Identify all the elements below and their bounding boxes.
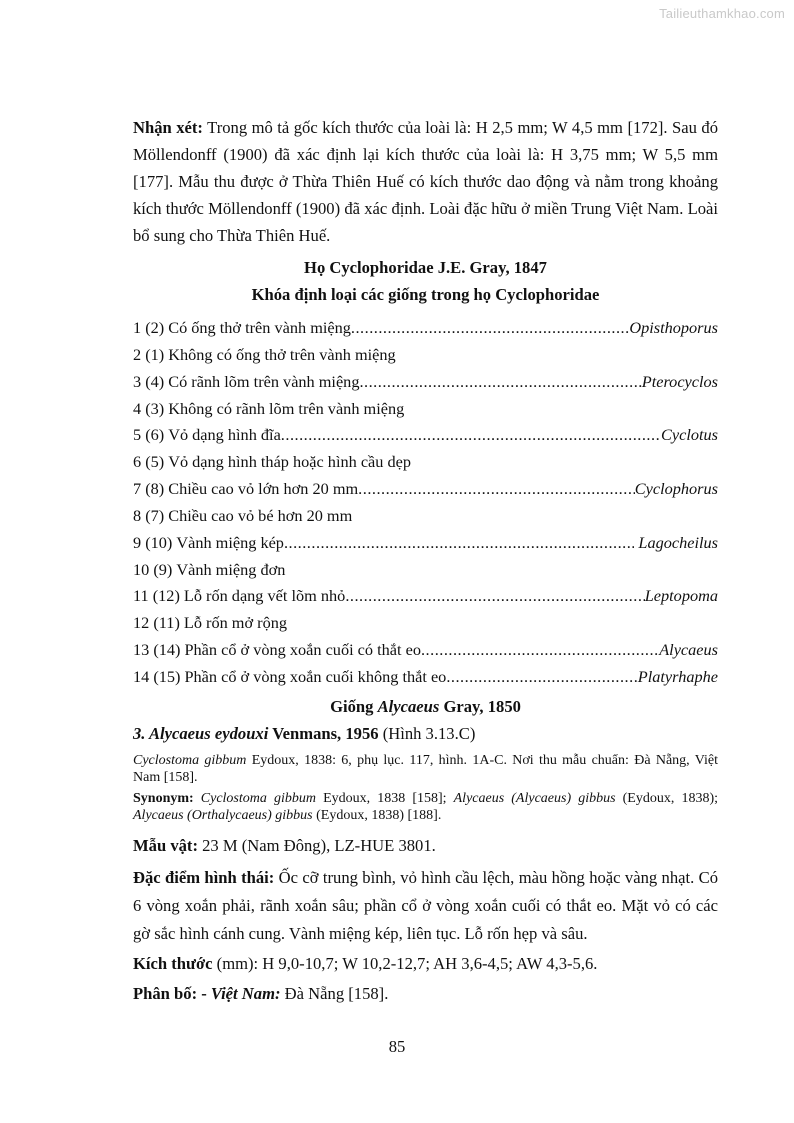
key-item: [133, 610, 718, 637]
species-author: Venmans, 1956: [268, 723, 379, 743]
key-item: [133, 449, 718, 476]
key-number: 12 (11): [133, 613, 180, 633]
genus-suffix: Gray, 1850: [439, 696, 521, 716]
synonym-text: (Eydoux, 1838);: [615, 790, 718, 806]
original-text: Eydoux, 1838: 6, phụ lục. 117, hình. 1A-C. Nơi thu mẫu chuẩn: Đà Nẵng, Việt Nam [158].: [133, 752, 718, 785]
original-description: [133, 752, 718, 786]
key-number: 6 (5): [133, 452, 165, 472]
leader-dots: [351, 315, 629, 342]
key-text: Vỏ dạng hình tháp hoặc hình cầu dẹp: [168, 452, 411, 472]
distribution-label: Phân bố: -: [133, 983, 211, 1003]
key-taxon: Alycaeus: [659, 640, 718, 660]
synonym-text: Eydoux, 1838 [158];: [315, 790, 454, 806]
key-text: Không có rãnh lõm trên vành miệng: [168, 398, 405, 418]
key-text: Chiều cao vỏ bé hơn 20 mm: [168, 505, 353, 525]
key-text: Phần cổ ở vòng xoắn cuối có thắt eo: [184, 640, 421, 660]
key-taxon: Platyrhaphe: [637, 666, 718, 686]
genus-prefix: Giống: [330, 696, 378, 716]
synonym-name: Cyclostoma gibbum: [200, 790, 316, 806]
page-number: 85: [388, 1037, 406, 1056]
key-number: 4 (3): [133, 398, 165, 418]
key-taxon: Opisthoporus: [629, 318, 718, 337]
key-number: 13 (14): [133, 640, 181, 660]
genus-name: Alycaeus: [377, 696, 440, 716]
key-item: [133, 315, 718, 342]
identification-key: [133, 315, 718, 691]
synonym-label: Synonym:: [133, 790, 194, 806]
species-figure-ref: (Hình 3.13.C): [378, 723, 476, 743]
genus-heading: [133, 693, 718, 721]
key-number: 2 (1): [133, 344, 165, 364]
page-content: [133, 114, 718, 1008]
key-item: [133, 476, 718, 503]
key-item: [133, 583, 718, 610]
remark-text: Trong mô tả gốc kích thước của loài là: H 2,5 mm; W 4,5 mm [172]. Sau đó Möllendonff (1900) đã xác định lại kích thước của loài là: H 3,75 mm; W 5,5 mm [177]. Mẫu thu được ở Thừa Thiên Huế có kích thước dao động và nằm trong khoảng kích thước Möllendonff (1900) đã xác định. Loài đặc hữu ở miền Trung Việt Nam. Loài bổ sung cho Thừa Thiên Huế.: [133, 118, 718, 245]
material-paragraph: [133, 832, 718, 860]
watermark: Tailieuthamkhao.com: [659, 6, 785, 21]
key-taxon: Cyclotus: [661, 425, 718, 445]
synonym-name: Alycaeus (Orthalycaeus) gibbus: [133, 807, 313, 823]
key-item: [133, 557, 718, 584]
key-item: [133, 637, 718, 664]
key-title: Khóa định loại các giống trong họ Cyclophoridae: [251, 285, 600, 304]
key-number: 1 (2): [133, 318, 165, 337]
key-item: [133, 530, 718, 557]
key-number: 14 (15): [133, 666, 181, 686]
key-item: [133, 664, 718, 691]
key-number: 7 (8): [133, 479, 165, 499]
size-paragraph: [133, 950, 718, 978]
synonym-name: Alycaeus (Alycaeus) gibbus: [453, 790, 616, 806]
key-text: Lỗ rốn dạng vết lõm nhỏ: [183, 586, 346, 606]
key-item: [133, 342, 718, 369]
leader-dots: [359, 369, 641, 396]
size-label: Kích thước: [133, 953, 213, 973]
leader-dots: [421, 637, 659, 664]
material-label: Mẫu vật:: [133, 835, 198, 855]
synonym-text: (Eydoux, 1838) [188].: [312, 807, 442, 823]
synonym-paragraph: [133, 790, 718, 824]
material-text: 23 M (Nam Đông), LZ-HUE 3801.: [197, 835, 436, 855]
morphology-paragraph: [133, 864, 718, 948]
key-text: Không có ống thở trên vành miệng: [168, 344, 396, 364]
key-number: 11 (12): [133, 586, 180, 606]
key-number: 8 (7): [133, 505, 165, 525]
species-name: 3. Alycaeus eydouxi: [133, 723, 269, 743]
leader-dots: [446, 664, 637, 691]
key-text: Vỏ dạng hình đĩa: [168, 425, 281, 445]
key-item: [133, 503, 718, 530]
key-taxon: Cyclophorus: [634, 479, 718, 499]
size-text: (mm): H 9,0-10,7; W 10,2-12,7; AH 3,6-4,5; AW 4,3-5,6.: [212, 953, 598, 973]
morphology-text: Ốc cỡ trung bình, vỏ hình cầu lệch, màu hồng hoặc vàng nhạt. Có 6 vòng xoắn phải, rãnh xoắn sâu; phần cổ ở vòng xoắn cuối có thắt eo. Mặt vỏ có các gờ sắc hình cánh cung. Vành miệng kép, liên tục. Lỗ rốn hẹp và sâu.: [133, 867, 718, 943]
key-text: Lỗ rốn mở rộng: [183, 613, 287, 633]
key-number: 5 (6): [133, 425, 165, 445]
key-text: Chiều cao vỏ lớn hơn 20 mm: [168, 479, 359, 499]
key-taxon: Leptopoma: [644, 586, 718, 606]
morphology-label: Đặc điểm hình thái:: [133, 867, 275, 887]
leader-dots: [345, 583, 644, 610]
key-taxon: Lagocheilus: [634, 532, 718, 552]
key-number: 9 (10): [133, 532, 173, 552]
remark-paragraph: [133, 114, 718, 249]
key-text: Phần cổ ở vòng xoắn cuối không thắt eo: [184, 666, 447, 686]
key-item: [133, 422, 718, 449]
distribution-region: Việt Nam:: [210, 983, 281, 1003]
distribution-text: Đà Nẵng [158].: [280, 983, 389, 1003]
distribution-paragraph: [133, 980, 718, 1008]
key-number: 10 (9): [133, 559, 173, 579]
key-item: [133, 396, 718, 423]
leader-dots: [284, 530, 634, 557]
species-heading: [133, 721, 718, 747]
original-name: Cyclostoma gibbum: [133, 752, 247, 768]
key-text: Có rãnh lõm trên vành miệng: [168, 371, 360, 391]
key-item: [133, 369, 718, 396]
key-text: Vành miệng đơn: [176, 559, 286, 579]
leader-dots: [358, 476, 635, 503]
leader-dots: [281, 422, 661, 449]
family-heading: Họ Cyclophoridae J.E. Gray, 1847: [304, 258, 547, 277]
key-number: 3 (4): [133, 371, 165, 391]
key-text: Vành miệng kép: [176, 532, 284, 552]
key-taxon: Pterocyclos: [641, 371, 718, 391]
key-text: Có ống thở trên vành miệng: [168, 318, 351, 337]
remark-label: Nhận xét:: [133, 118, 203, 137]
